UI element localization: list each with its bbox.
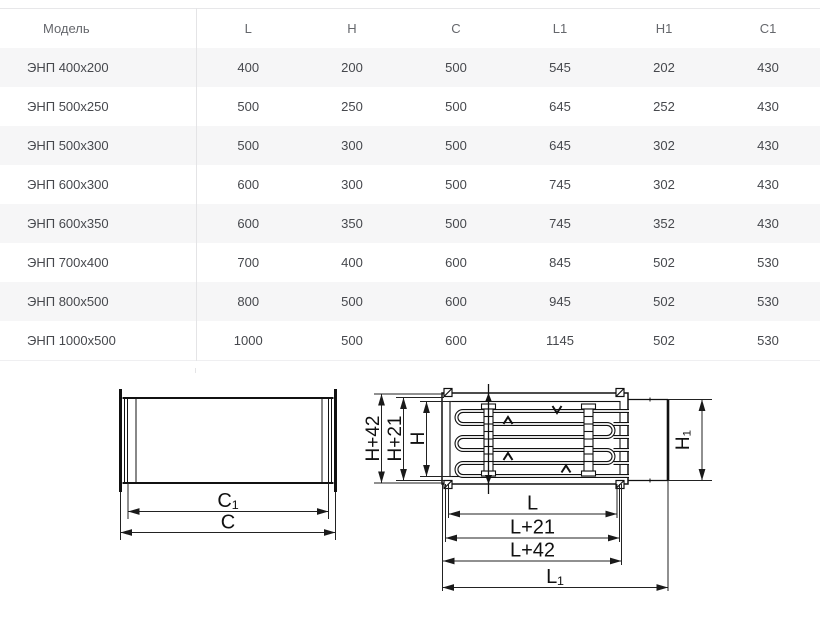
table-row <box>0 48 820 87</box>
table-row <box>0 321 820 361</box>
table-row <box>0 282 820 321</box>
cell-c1: 430 <box>757 138 779 153</box>
cell-model: ЭНП 600x350 <box>0 204 196 243</box>
cell-h: 200 <box>341 60 363 75</box>
dim-label-l42: L+42 <box>509 539 556 562</box>
cell-h1: 502 <box>653 294 675 309</box>
cell-h1: 302 <box>653 177 675 192</box>
dim-label-c1: C₁ <box>217 490 239 512</box>
table-row <box>0 243 820 282</box>
col-header-c: C <box>451 21 461 36</box>
cell-l: 700 <box>237 255 260 270</box>
cell-l: 600 <box>237 216 260 231</box>
cell-h: 350 <box>341 216 363 231</box>
left-flange-plate <box>119 389 122 492</box>
cell-model: ЭНП 400x200 <box>0 48 196 87</box>
table-row <box>0 165 820 204</box>
technical-drawings <box>0 380 820 622</box>
column-divider-tail <box>195 368 196 373</box>
header-row <box>0 9 820 49</box>
col-header-l1: L1 <box>552 21 568 36</box>
cell-l1: 845 <box>549 255 571 270</box>
table-row <box>0 87 820 126</box>
cell-l: 1000 <box>233 333 263 348</box>
cell-h1: 352 <box>653 216 675 231</box>
cell-h1: 202 <box>653 60 675 75</box>
right-flange-plate <box>334 389 337 492</box>
top-view-drawing <box>363 384 712 591</box>
cell-l: 600 <box>237 177 260 192</box>
cell-c1: 430 <box>757 99 779 114</box>
duct-body <box>119 389 337 492</box>
cell-model: ЭНП 700x400 <box>0 243 196 282</box>
cell-model: ЭНП 1000x500 <box>0 321 196 361</box>
cell-c: 500 <box>445 60 467 75</box>
cell-model: ЭНП 800x500 <box>0 282 196 321</box>
cell-l: 800 <box>237 294 260 309</box>
cell-l1: 945 <box>549 294 571 309</box>
cell-h: 250 <box>341 99 363 114</box>
cell-h: 400 <box>341 255 363 270</box>
cell-h1: 502 <box>653 333 675 348</box>
dim-label-l21: L+21 <box>509 516 556 539</box>
col-header-c1: C1 <box>759 21 777 36</box>
side-view-drawing <box>119 389 337 540</box>
cell-l: 400 <box>237 60 260 75</box>
col-header-model: Модель <box>0 9 196 49</box>
dimensions-table <box>0 8 820 361</box>
cell-l1: 1145 <box>546 333 574 348</box>
cell-model: ЭНП 500x300 <box>0 126 196 165</box>
cell-c1: 430 <box>757 60 779 75</box>
dim-label-l1: L₁ <box>546 566 564 588</box>
cell-l1: 745 <box>549 216 571 231</box>
cell-h: 500 <box>341 333 363 348</box>
cell-c: 600 <box>445 333 467 348</box>
cell-l: 500 <box>237 138 260 153</box>
cell-h1: 252 <box>653 99 675 114</box>
cell-h1: 502 <box>653 255 675 270</box>
cell-c: 500 <box>445 99 467 114</box>
dim-label-l: L <box>526 492 539 515</box>
dim-label-h42: H+42 <box>363 415 384 462</box>
cell-h: 300 <box>341 177 363 192</box>
heating-element <box>457 411 629 476</box>
cell-l1: 645 <box>549 138 571 153</box>
col-header-h1: H1 <box>655 21 673 36</box>
cell-h: 300 <box>341 138 363 153</box>
cell-c1: 530 <box>757 255 779 270</box>
cell-l1: 645 <box>549 99 571 114</box>
dim-label-h1: H₁ <box>673 429 694 451</box>
cell-l1: 745 <box>549 177 571 192</box>
cell-c1: 430 <box>757 216 779 231</box>
col-header-h: H <box>347 21 357 36</box>
table-row <box>0 126 820 165</box>
cell-c: 500 <box>445 138 467 153</box>
cell-c1: 530 <box>757 294 779 309</box>
cell-l: 500 <box>237 99 260 114</box>
cell-model: ЭНП 600x300 <box>0 165 196 204</box>
cell-h1: 302 <box>653 138 675 153</box>
cell-c: 500 <box>445 177 467 192</box>
cell-c1: 430 <box>757 177 779 192</box>
col-header-l: L <box>244 21 252 36</box>
cell-c: 500 <box>445 216 467 231</box>
table-row <box>0 204 820 243</box>
cell-model: ЭНП 500x250 <box>0 87 196 126</box>
cell-c1: 530 <box>757 333 779 348</box>
dim-label-h21: H+21 <box>385 415 406 462</box>
dim-label-c: C <box>220 511 236 534</box>
cell-c: 600 <box>445 294 467 309</box>
cell-l1: 545 <box>549 60 571 75</box>
cell-c: 600 <box>445 255 467 270</box>
support-bracket-right <box>582 404 596 476</box>
dim-label-h: H <box>408 431 429 446</box>
cell-h: 500 <box>341 294 363 309</box>
